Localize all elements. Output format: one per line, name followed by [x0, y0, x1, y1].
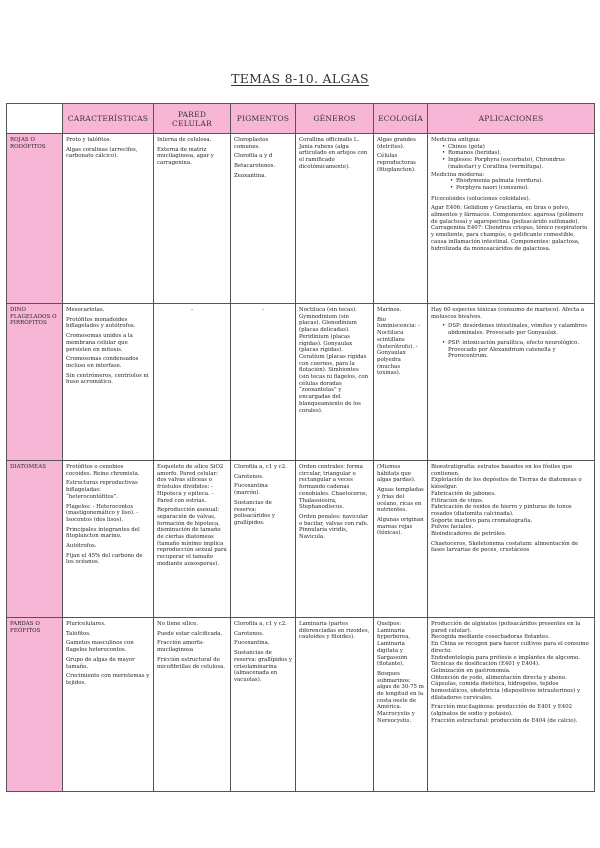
text-line: Autótrofos.	[66, 543, 97, 550]
header-caracteristicas: CARACTERÍSTICAS	[63, 104, 154, 134]
text-line: Medicina moderna:	[431, 171, 485, 178]
pared-cell: -	[154, 304, 231, 461]
text-line: Reproducción asexual: separación de valvas, formación de hipoteca, disminución de tamaño de ciertas diatomeas (tamaño mínimo implica reproducción sexual para recuperar el tamaño mediante auxosporas).	[157, 507, 227, 567]
text-line: Esqueleto de sílice SiO2 amorfo. Pared celular: dos valvas silíceas o frústulos divididos: - Hipoteca y epiteca. - Pared con estrías.	[157, 464, 224, 504]
text-line: Clorofila a, c1 y c2.	[234, 621, 287, 627]
pigmentos-cell	[231, 618, 296, 792]
ecologia-cell	[374, 304, 428, 461]
text-line: Cromosomas condensados incluso en interfase.	[66, 356, 139, 369]
generos-cell	[296, 134, 374, 304]
text-line: Marinos.	[377, 307, 402, 313]
text-line: Explotación de los depósitos de Tierras de diatomeas o kiéselgur.	[431, 477, 582, 491]
text-line: Fracción mucilaginosa: producción de E401 y E402 (alginatos de sodio y potasio).	[431, 704, 573, 718]
text-line: Bio luminiscencia: - Noctiluca scintillans (heterótrofo). - Gonyaulax polyedra (muchas toxinas).	[377, 316, 420, 377]
text-line: En China se recogen para hacer cultivos para el consumo directo.	[431, 641, 589, 654]
generos-cell	[296, 304, 374, 461]
text-line: Externa de matriz mucilaginosa, agar y carragenina.	[157, 146, 214, 167]
text-line: Sustancias de reserva: polisacáridos y grallípidos.	[234, 499, 275, 526]
text-line: Agar E406: Gelidium y Gracilaria, en tiras o polvo, alimentos y fármacos. Componentes: agarosa (polímero de galactosa) y agaropectina (polisacárido sulfonado).	[431, 205, 584, 225]
aplicaciones-cell	[428, 134, 595, 304]
text-line: Clorofila a y d	[234, 153, 273, 160]
list-item: • Ingleses: Porphyra (escorbuto), Chrondrus (malestar) y Corallina (vermífuga).	[441, 157, 591, 170]
header-ecologia: ECOLOGÍA	[374, 104, 428, 134]
text-line: Soporte inactivo para cromatografía.	[431, 517, 533, 524]
header-blank-cell	[7, 104, 63, 134]
text-line: Crecimiento con meristemas y tejidos.	[66, 673, 150, 686]
text-line: Principales integrantes del fitoplancton marino.	[66, 526, 140, 540]
text-line: Algas grandes (detritus).	[377, 137, 416, 150]
text-line: Interna de celulosa.	[157, 137, 212, 143]
text-line: Grupo de algas de mayor tamaño.	[66, 656, 135, 670]
text-line: Protófitos o cenobios cocoides. Reino chromista.	[66, 464, 140, 477]
row-label-pardas: PARDAS O FEÓFITOS	[7, 618, 63, 792]
table-row-pardas	[7, 618, 595, 792]
text-line: Cloroplastos comunes.	[234, 137, 269, 150]
header-aplicaciones: APLICACIONES	[428, 104, 595, 134]
pigmentos-cell	[231, 134, 296, 304]
text-line: Mesocariotas.	[66, 307, 105, 313]
aplicaciones-cell	[428, 304, 595, 461]
generos-cell	[296, 461, 374, 618]
text-line: Pluricelulares.	[66, 621, 106, 627]
text-line: Fabricación de óxidos de hierro y pinturas de tonos rosados (diatomita calcinada).	[431, 504, 572, 517]
text-line: Talófitos.	[66, 630, 91, 637]
text-line: Carotenos.	[234, 630, 264, 637]
text-line: Clorofila a, c1 y c2.	[234, 464, 287, 470]
text-line: Proto y talófitos.	[66, 137, 112, 143]
text-line: Protófitos monadoides biflagelados y autótrofos.	[66, 316, 136, 330]
row-label-dinoflagelados: DINO FLAGELADOS O PIRRÓFITOS	[7, 304, 63, 461]
algae-table	[6, 103, 595, 792]
text-line: Cápsulas, comida dietética, hidrogeles, tejidos hemostáticos, obstetricia (dispositivos intrauterinos) y dilatadores cervicales.	[431, 681, 580, 701]
text-line: Pulvos faciales.	[431, 524, 474, 531]
bullet-list	[431, 323, 591, 360]
text-line: Zeaxantina.	[234, 172, 267, 179]
text-line: Noctiluca (sin tecas). Gymnodinium (sin placas). Glenodinium (placas delicadas). Peridinium (placas rígidas). Gonyaulax (placas rígidas). Ceratium (placas rígidas con cuernos, para la flotación). Simbiontes (sin tecas ni flagelos, con células doradas “zooxantelas” y encargadas del blanqueamiento de los corales).	[299, 307, 369, 414]
table-row-rojas	[7, 134, 595, 304]
caracteristicas-cell	[63, 461, 154, 618]
text-line: No tiene sílice.	[157, 621, 198, 627]
text-line: Recogida mediante cosechadoras flotantes.	[431, 634, 550, 641]
list-item: • DSP: desórdenes intestinales, vómitos y calambres abdominales. Provocado por Gonyaulax.	[441, 323, 591, 336]
generos-cell	[296, 618, 374, 792]
table-row-dinoflagelados	[7, 304, 595, 461]
list-item: • Porphyra naori (consumo).	[449, 185, 591, 192]
text-line: Betacarotenos.	[234, 163, 276, 170]
header-generos: GÉNEROS	[296, 104, 374, 134]
text-line: Ficocoloides (soluciones coloidales).	[431, 195, 531, 202]
text-line: Fracción amorfa-mucilaginosa	[157, 640, 204, 654]
table-row-diatomeas	[7, 461, 595, 618]
aplicaciones-cell	[428, 618, 595, 792]
pared-cell	[154, 618, 231, 792]
text-line: Algunas originan mareas rojas (tóxicas).	[377, 516, 424, 537]
text-line: Chaetoceros, Skeletonema costatum: alimentación de fases larvarias de peces, crustáceos	[431, 540, 579, 554]
text-line: Algas coralinas (arrecifes, carbonato cálcico).	[66, 146, 138, 160]
text-line: Obtención de yodo, alimentación directa y abono.	[431, 674, 567, 681]
text-line: Orden centrales: forma circular, triangular o rectangular a veces formando cadenas cenobiales. Chaetoceros, Thalassiosira, Stephanodiscus.	[299, 464, 368, 511]
list-item: • Rhodymenia palmata (verdura).	[449, 178, 591, 185]
text-line: (Mismos hábitats que algas pardas).	[377, 464, 416, 484]
text-line: Bioindicadores de petróleo.	[431, 531, 507, 538]
text-line: Bosques submarinos: algas de 30-75 m de longitud en la costa oeste de América. Macrocystis y Nereocystis.	[377, 670, 424, 724]
ecologia-cell	[374, 461, 428, 618]
text-line: Fucoxantina (marrón).	[234, 483, 268, 497]
text-line: Corallina officinalis L. Jania rubens (alga articulado en artejos con el ramificado dicotómicamente).	[299, 137, 368, 170]
text-line: Producción de alginatos (polisacáridos presentes en la pared celular).	[431, 621, 581, 634]
caracteristicas-cell	[63, 304, 154, 461]
bullet-list	[431, 144, 591, 171]
pared-cell	[154, 461, 231, 618]
ecologia-cell	[374, 618, 428, 792]
ecologia-cell	[374, 134, 428, 304]
text-line: Fabricación de jabones.	[431, 490, 496, 497]
text-line: Fricción estructural de micofibrillas de celulosa.	[157, 656, 226, 670]
text-line: Estructuras reproductivas biflageladas: “heterocontófitos”.	[66, 480, 138, 500]
header-row	[7, 104, 595, 134]
bullet-list	[431, 178, 591, 191]
text-line: Puede estar calcificada.	[157, 630, 223, 637]
text-line: Orden penales: navicular o bacilar, valvas con rafe. Pinnularia viridis, Navicula.	[299, 513, 369, 541]
text-line: Bioestratigrafía: estratos basados en los fósiles que contienen.	[431, 464, 573, 477]
list-item: • PSP: intoxicación paralítica, efecto neurológico. Provocado por Alexandrium catenella y Prorocentrum.	[441, 340, 591, 360]
text-line: Cromosomas unidos a la membrana celular que persisten en mitosis.	[66, 333, 133, 353]
caracteristicas-cell	[63, 134, 154, 304]
aplicaciones-cell	[428, 461, 595, 618]
text-line: Laminaria (partes diferenciadas en rizoides, cauloides y filoides).	[299, 621, 370, 641]
text-line: Aguas templadas y frías del océano, ricas en nutrientes.	[377, 487, 424, 514]
text-line: Gametos masculinos con flagelos heterocontos.	[66, 640, 134, 654]
text-line: Técnicas de dosificación (E401 y E404).	[431, 661, 540, 668]
text-line: Fracción estructural: producción de E404 (de calcio).	[431, 717, 578, 724]
list-item: • Chinos (gota)	[441, 144, 591, 151]
header-pared-celular: PARED CELULAR	[154, 104, 231, 134]
text-line: Hay 60 especies tóxicas (consumo de marisco). Afecta a moluscos bivalvos.	[431, 307, 585, 320]
text-line: Gelinización en gastronomía.	[431, 667, 511, 674]
text-line: Sin centrómeros, centríolos ni huso acromático.	[66, 372, 149, 386]
pigmentos-cell	[231, 461, 296, 618]
header-pigmentos: PIGMENTOS	[231, 104, 296, 134]
text-line: Quelpos: Laminaria hyperborea, Laminaria digitata y Sargassum (flotante).	[377, 621, 411, 668]
text-line: Filtración de vinos.	[431, 497, 484, 504]
text-line: Flagelos: - Heterocontos (mastigonemático y liso). - Isocontos (dos lisos).	[66, 503, 139, 523]
text-line: Endodontología para prótesis e implantes de algcomo.	[431, 654, 580, 661]
text-line: Fucoxantina.	[234, 640, 270, 647]
text-line: Medicina antigua:	[431, 137, 481, 143]
text-line: Sustancias de reserva: grallípidos y crisolaminarina (almacenada en vacuolas).	[234, 650, 292, 683]
text-line: Carotenos.	[234, 473, 264, 480]
caracteristicas-cell	[63, 618, 154, 792]
row-label-rojas: ROJAS O RODÓFITOS	[7, 134, 63, 304]
text-line: Células reproductoras (fitoplancton).	[377, 153, 416, 173]
row-label-diatomeas: DIATOMEAS	[7, 461, 63, 618]
pigmentos-cell: -	[231, 304, 296, 461]
text-line: Carragenina E407: Chondrus crispus, tónico respiratorio y emoliente, para champús, o gelificante comestible, causa inflamación intestinal. Componentes: galactosa, hidrolizada da monosacáridos de galactosa.	[431, 225, 588, 252]
text-line: Fijan el 45% del carbono de los océanos.	[66, 552, 143, 566]
list-item: • Romanos (heridas).	[441, 150, 591, 157]
pared-cell	[154, 134, 231, 304]
document-title: TEMAS 8-10. ALGAS	[231, 71, 369, 86]
